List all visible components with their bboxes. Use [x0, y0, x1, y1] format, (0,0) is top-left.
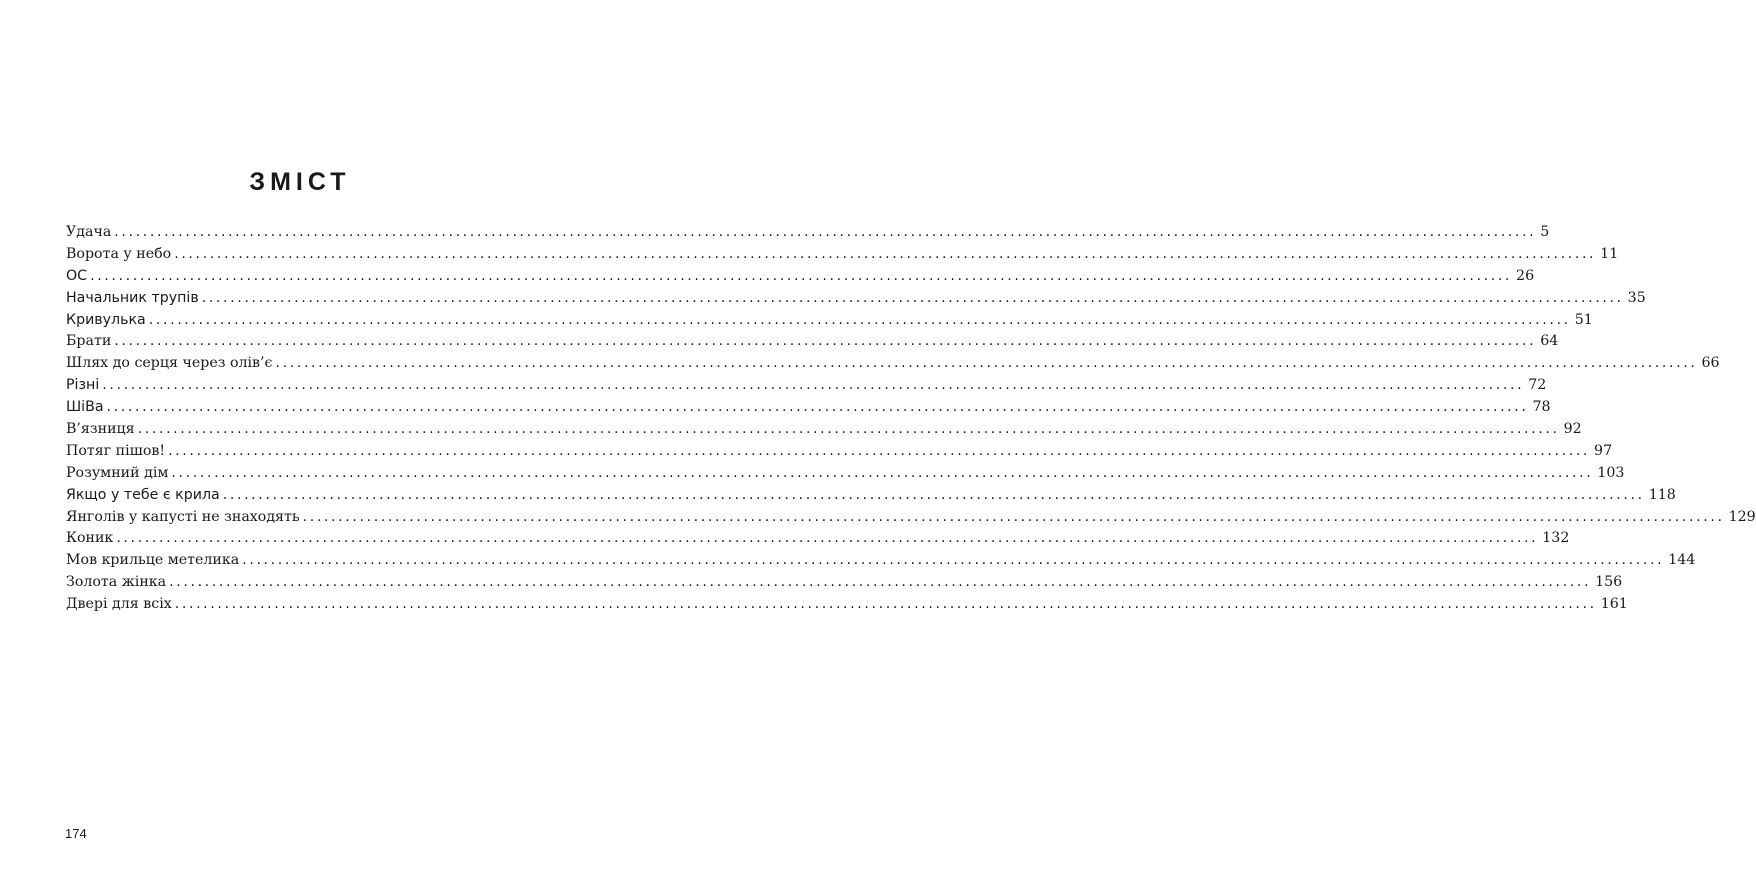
- toc-entry-page: 51: [1574, 311, 1593, 328]
- toc-entry-page: 26: [1516, 267, 1535, 284]
- table-of-contents: [66, 224, 1756, 618]
- toc-entry: [66, 333, 1559, 355]
- toc-entry-page: 161: [1600, 596, 1628, 613]
- toc-leader-dots: ........................................................................................................................................................................................................: [114, 224, 1537, 240]
- toc-entry: [66, 421, 1582, 443]
- toc-entry-title: ШіВа: [66, 399, 104, 416]
- toc-leader-dots: ........................................................................................................................................................................................................: [174, 596, 1597, 613]
- toc-entry-title: Брати: [66, 333, 112, 350]
- page-title: ЗМІСТ: [249, 168, 351, 196]
- toc-leader-dots: ........................................................................................................................................................................................................: [171, 464, 1594, 481]
- toc-entry-title: Удача: [66, 224, 112, 240]
- toc-leader-dots: ........................................................................................................................................................................................................: [168, 442, 1591, 459]
- toc-leader-dots: ........................................................................................................................................................................................................: [148, 311, 1571, 328]
- toc-entry-page: 11: [1600, 245, 1619, 262]
- toc-leader-dots: ........................................................................................................................................................................................................: [106, 399, 1529, 416]
- toc-entry-page: 35: [1627, 289, 1646, 306]
- toc-entry: [66, 289, 1646, 312]
- toc-leader-dots: ........................................................................................................................................................................................................: [114, 333, 1537, 350]
- toc-entry-title: Шлях до серця через олів’є: [66, 355, 273, 372]
- toc-entry: [66, 442, 1613, 465]
- toc-entry: [66, 245, 1619, 268]
- toc-entry: [66, 486, 1676, 509]
- toc-entry-title: В’язниця: [66, 421, 135, 438]
- toc-entry: [66, 267, 1535, 290]
- toc-entry-page: 72: [1528, 377, 1547, 394]
- toc-entry: [66, 552, 1696, 574]
- toc-entry-title: Розумний дім: [66, 464, 169, 481]
- toc-entry-title: Ворота у небо: [66, 245, 172, 262]
- toc-entry-page: 144: [1668, 552, 1696, 569]
- toc-entry-page: 118: [1648, 486, 1676, 503]
- toc-entry: [66, 508, 1756, 531]
- toc-entry-page: 103: [1597, 464, 1625, 481]
- toc-entry-title: Начальник трупів: [66, 289, 199, 306]
- toc-leader-dots: ........................................................................................................................................................................................................: [116, 530, 1539, 547]
- toc-entry-page: 97: [1594, 442, 1613, 459]
- toc-entry-title: Золота жінка: [66, 574, 167, 591]
- toc-leader-dots: ........................................................................................................................................................................................................: [201, 289, 1624, 306]
- toc-leader-dots: ........................................................................................................................................................................................................: [275, 355, 1698, 372]
- toc-entry-title: ОС: [66, 267, 88, 284]
- toc-entry-page: 78: [1532, 399, 1551, 416]
- toc-entry-page: 64: [1540, 333, 1559, 350]
- toc-leader-dots: ........................................................................................................................................................................................................: [222, 486, 1645, 503]
- toc-entry-title: Янголів у капусті не знаходять: [66, 508, 300, 525]
- toc-entry: [66, 596, 1628, 618]
- toc-entry: [66, 530, 1570, 552]
- toc-entry-title: Двері для всіх: [66, 596, 172, 613]
- toc-entry: [66, 574, 1623, 596]
- page-number: 174: [65, 826, 87, 841]
- toc-entry-page: 92: [1563, 421, 1582, 438]
- toc-entry-page: 5: [1540, 224, 1550, 240]
- toc-entry-title: Якщо у тебе є крила: [66, 486, 220, 503]
- toc-entry-page: 156: [1595, 574, 1623, 591]
- toc-entry: [66, 399, 1551, 421]
- toc-leader-dots: ........................................................................................................................................................................................................: [302, 508, 1725, 525]
- toc-entry-title: Мов крильце метелика: [66, 552, 240, 569]
- toc-leader-dots: ........................................................................................................................................................................................................: [137, 421, 1560, 438]
- toc-entry-page: 66: [1701, 355, 1720, 372]
- toc-entry-title: Кривулька: [66, 311, 146, 328]
- toc-leader-dots: ........................................................................................................................................................................................................: [90, 267, 1513, 284]
- toc-entry-page: 129: [1728, 508, 1756, 525]
- toc-entry: [66, 464, 1625, 487]
- toc-entry: [66, 311, 1593, 334]
- toc-entry-title: Потяг пішов!: [66, 442, 166, 459]
- toc-leader-dots: ........................................................................................................................................................................................................: [242, 552, 1665, 569]
- toc-leader-dots: ........................................................................................................................................................................................................: [174, 245, 1597, 262]
- toc-entry-page: 132: [1542, 530, 1570, 547]
- toc-leader-dots: ........................................................................................................................................................................................................: [169, 574, 1592, 591]
- toc-entry-title: Коник: [66, 530, 114, 547]
- toc-leader-dots: ........................................................................................................................................................................................................: [102, 377, 1525, 394]
- toc-entry-title: Різні: [66, 377, 100, 394]
- toc-entry: [66, 377, 1547, 399]
- toc-entry: [66, 355, 1720, 377]
- toc-entry: [66, 224, 1550, 246]
